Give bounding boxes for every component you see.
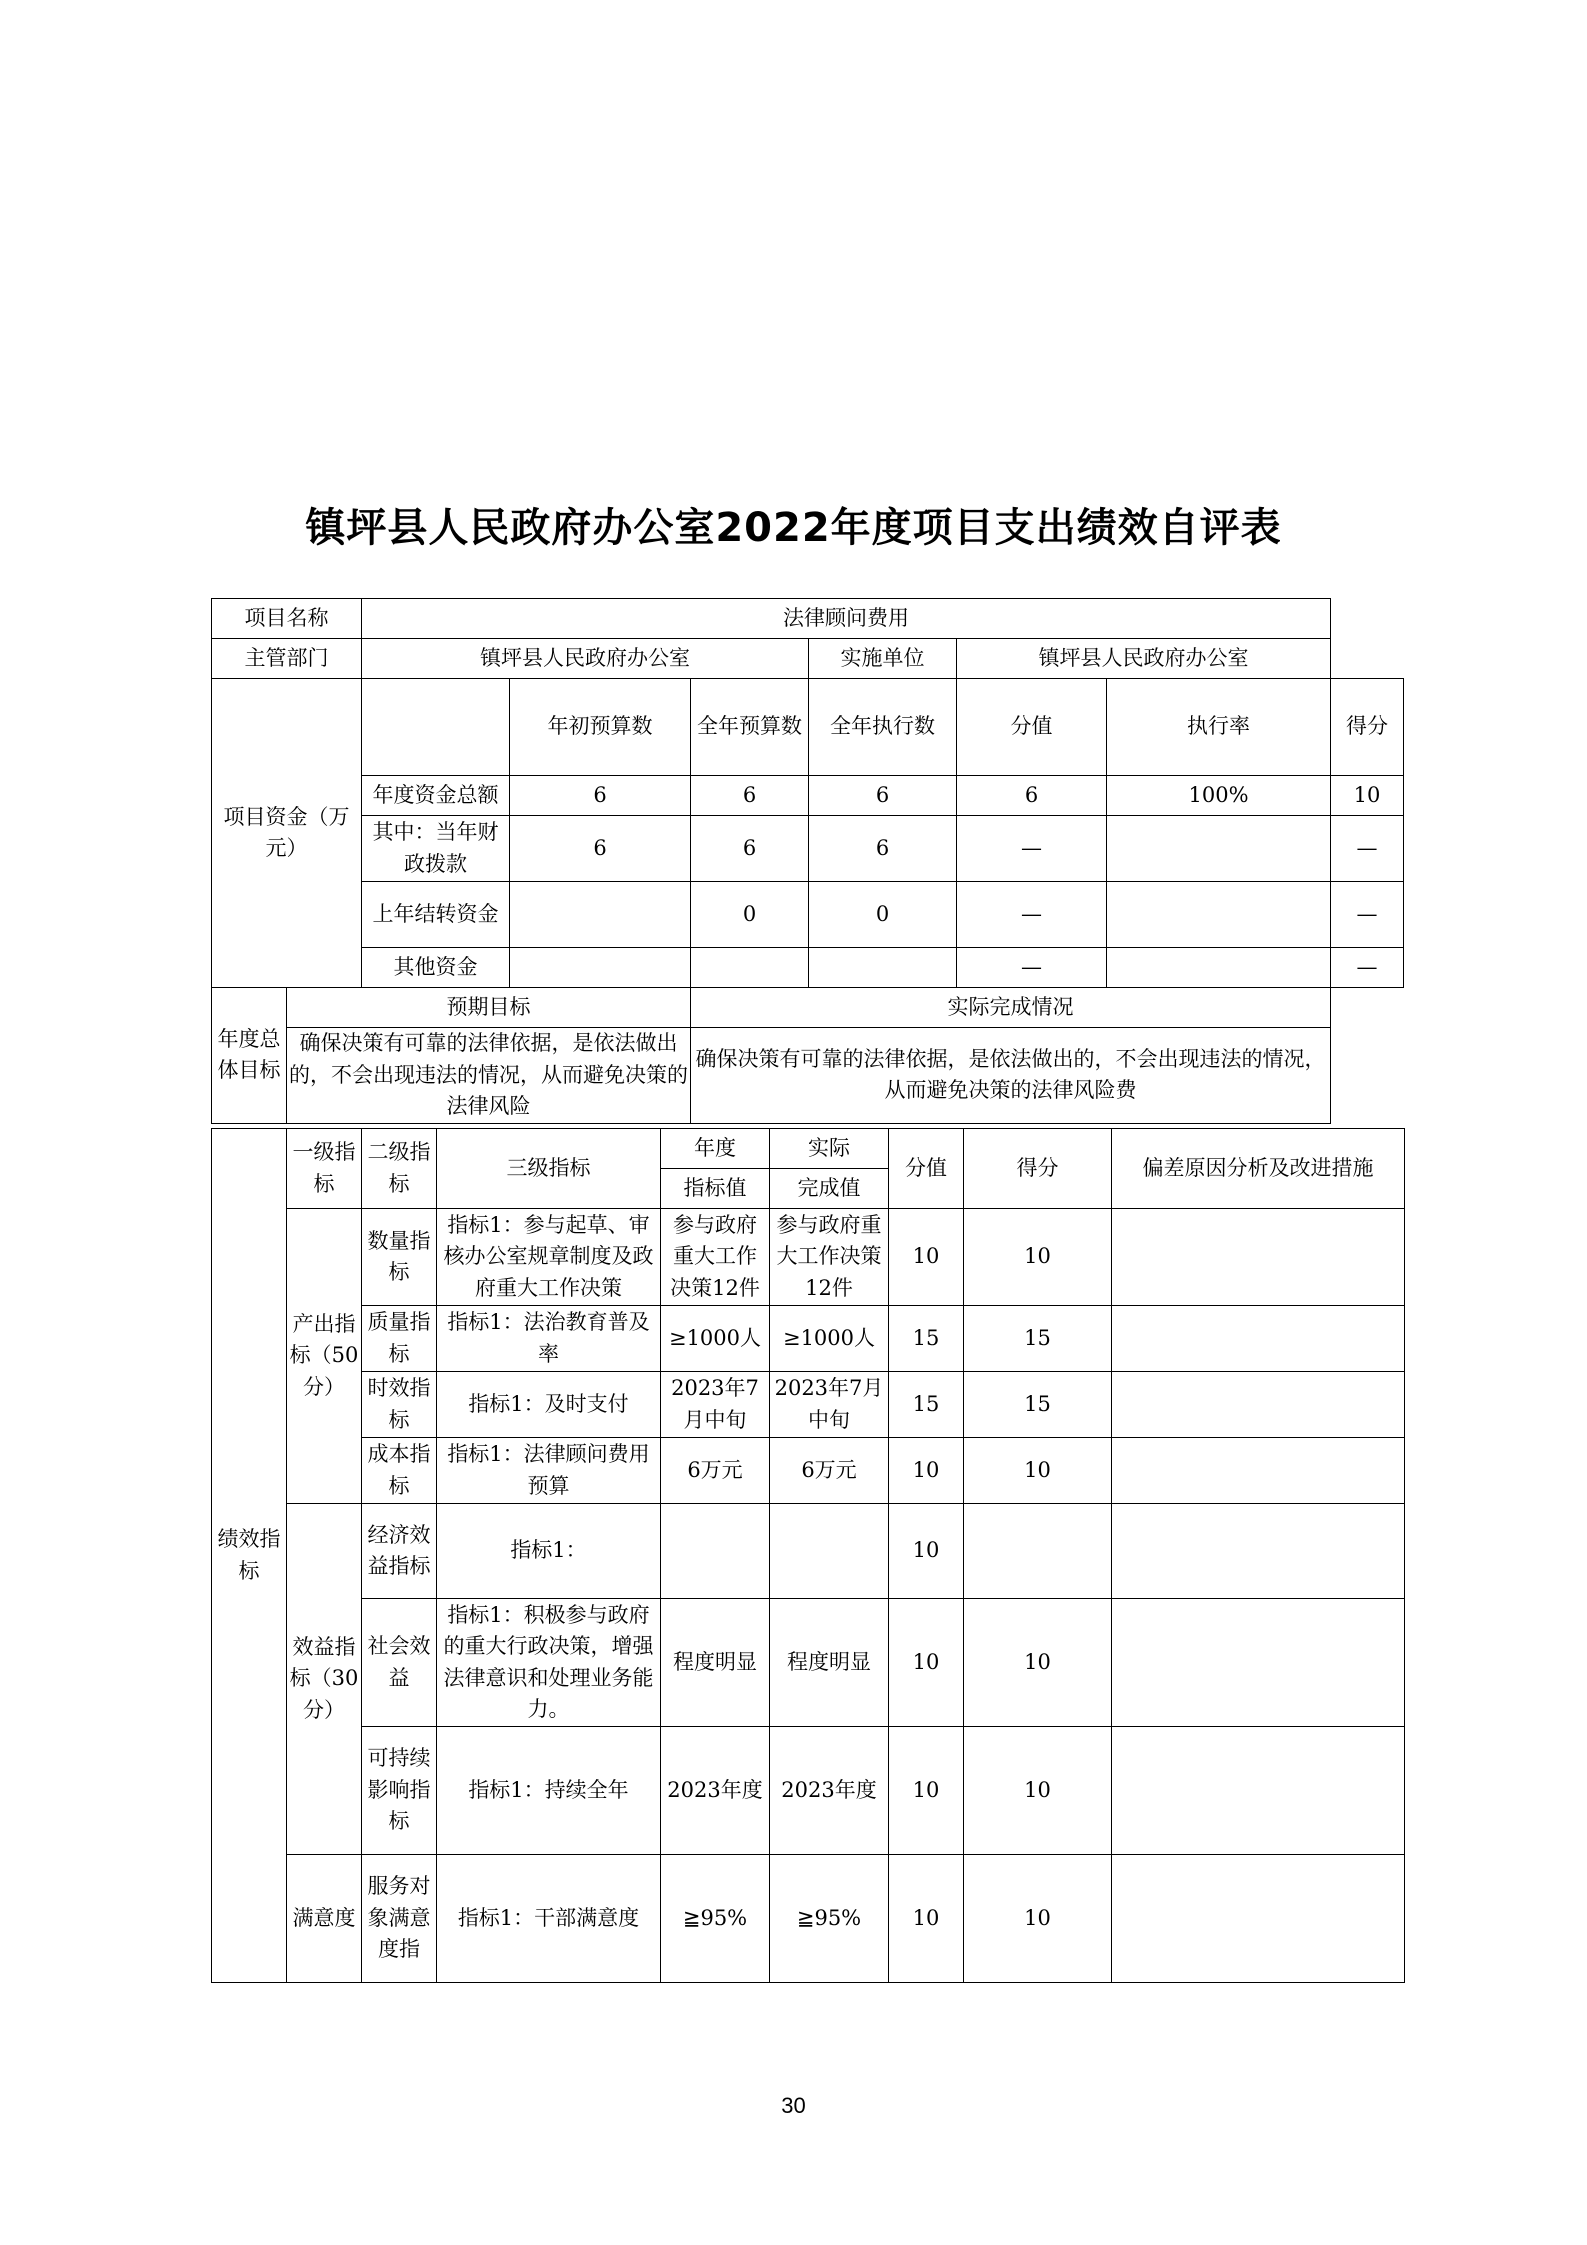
level2-cell: 社会效益: [362, 1599, 437, 1727]
target-cell: ≥1000人: [661, 1306, 770, 1372]
score-cell: 10: [964, 1599, 1112, 1727]
header-target-top: 年度: [661, 1129, 770, 1169]
funds-header-cell: 全年预算数: [691, 679, 809, 776]
level1-cell: 效益指标（30分）: [287, 1504, 362, 1855]
funds-cell: —: [957, 948, 1107, 988]
level3-cell: 指标1：及时支付: [437, 1372, 661, 1438]
target-cell: 参与政府重大工作决策12件: [661, 1209, 770, 1306]
funds-row-label: 年度资金总额: [362, 776, 510, 816]
funds-cell: 0: [691, 882, 809, 948]
score-cell: 10: [964, 1438, 1112, 1504]
score-cell: 10: [964, 1727, 1112, 1855]
target-cell: 程度明显: [661, 1599, 770, 1727]
funds-row-label: 其他资金: [362, 948, 510, 988]
header-level2: 二级指标: [362, 1129, 437, 1209]
actual-cell: [770, 1504, 889, 1599]
level2-cell: 时效指标: [362, 1372, 437, 1438]
analysis-cell: [1112, 1855, 1405, 1983]
analysis-cell: [1112, 1306, 1405, 1372]
funds-cell: 0: [809, 882, 957, 948]
value-cell: 10: [889, 1504, 964, 1599]
funds-row-label: 上年结转资金: [362, 882, 510, 948]
funds-cell: [510, 882, 691, 948]
unit-value: 镇坪县人民政府办公室: [957, 639, 1331, 679]
level1-cell: 产出指标（50分）: [287, 1209, 362, 1504]
target-cell: 6万元: [661, 1438, 770, 1504]
target-cell: 2023年7月中旬: [661, 1372, 770, 1438]
level3-cell: 指标1：: [437, 1504, 661, 1599]
funds-cell: —: [1331, 816, 1404, 882]
funds-cell: —: [1331, 882, 1404, 948]
level2-cell: 经济效益指标: [362, 1504, 437, 1599]
expected-goal-text: 确保决策有可靠的法律依据，是依法做出的，不会出现违法的情况，从而避免决策的法律风险: [287, 1028, 691, 1124]
analysis-cell: [1112, 1372, 1405, 1438]
actual-cell: 2023年度: [770, 1727, 889, 1855]
value-cell: 10: [889, 1727, 964, 1855]
value-cell: 10: [889, 1855, 964, 1983]
header-score-value: 分值: [889, 1129, 964, 1209]
score-cell: [964, 1504, 1112, 1599]
funds-cell: [809, 948, 957, 988]
header-level3: 三级指标: [437, 1129, 661, 1209]
header-level1: 一级指标: [287, 1129, 362, 1209]
performance-label: 绩效指标: [212, 1129, 287, 1983]
level2-cell: 服务对象满意度指: [362, 1855, 437, 1983]
header-score: 得分: [964, 1129, 1112, 1209]
analysis-cell: [1112, 1438, 1405, 1504]
value-cell: 10: [889, 1599, 964, 1727]
page-title: 镇坪县人民政府办公室2022年度项目支出绩效自评表: [305, 505, 1282, 551]
level2-cell: 可持续影响指标: [362, 1727, 437, 1855]
actual-cell: ≧95%: [770, 1855, 889, 1983]
funds-cell: 6: [691, 816, 809, 882]
unit-label: 实施单位: [809, 639, 957, 679]
header-analysis: 偏差原因分析及改进措施: [1112, 1129, 1405, 1209]
level3-cell: 指标1：法律顾问费用预算: [437, 1438, 661, 1504]
expected-goal-header: 预期目标: [287, 988, 691, 1028]
header-actual-bottom: 完成值: [770, 1169, 889, 1209]
funds-cell: 100%: [1107, 776, 1331, 816]
actual-cell: 2023年7月中旬: [770, 1372, 889, 1438]
value-cell: 15: [889, 1306, 964, 1372]
funds-header-cell: 分值: [957, 679, 1107, 776]
header-target-bottom: 指标值: [661, 1169, 770, 1209]
funds-header-blank: [362, 679, 510, 776]
analysis-cell: [1112, 1727, 1405, 1855]
funds-label: 项目资金（万元）: [212, 679, 362, 988]
value-cell: 15: [889, 1372, 964, 1438]
funds-cell: 6: [957, 776, 1107, 816]
header-actual-top: 实际: [770, 1129, 889, 1169]
project-name-value: 法律顾问费用: [362, 599, 1331, 639]
dept-value: 镇坪县人民政府办公室: [362, 639, 809, 679]
funds-cell: 6: [809, 816, 957, 882]
level3-cell: 指标1：积极参与政府的重大行政决策，增强法律意识和处理业务能力。: [437, 1599, 661, 1727]
actual-cell: ≥1000人: [770, 1306, 889, 1372]
actual-goal-header: 实际完成情况: [691, 988, 1331, 1028]
level3-cell: 指标1：法治教育普及率: [437, 1306, 661, 1372]
target-cell: 2023年度: [661, 1727, 770, 1855]
level2-cell: 成本指标: [362, 1438, 437, 1504]
goals-label: 年度总体目标: [212, 988, 287, 1124]
score-cell: 15: [964, 1372, 1112, 1438]
dept-label: 主管部门: [212, 639, 362, 679]
score-cell: 10: [964, 1209, 1112, 1306]
funds-cell: —: [1331, 948, 1404, 988]
funds-cell: 6: [691, 776, 809, 816]
funds-cell: [510, 948, 691, 988]
funds-cell: 10: [1331, 776, 1404, 816]
actual-cell: 6万元: [770, 1438, 889, 1504]
funds-header-cell: 全年执行数: [809, 679, 957, 776]
funds-cell: [1107, 816, 1331, 882]
level3-cell: 指标1：持续全年: [437, 1727, 661, 1855]
funds-header-cell: 执行率: [1107, 679, 1331, 776]
level3-cell: 指标1：参与起草、审核办公室规章制度及政府重大工作决策: [437, 1209, 661, 1306]
target-cell: ≧95%: [661, 1855, 770, 1983]
funds-header-cell: 年初预算数: [510, 679, 691, 776]
funds-cell: 6: [809, 776, 957, 816]
level1-cell: 满意度: [287, 1855, 362, 1983]
funds-cell: [1107, 882, 1331, 948]
funds-cell: [691, 948, 809, 988]
target-cell: [661, 1504, 770, 1599]
actual-goal-text: 确保决策有可靠的法律依据，是依法做出的，不会出现违法的情况，从而避免决策的法律风险费: [691, 1028, 1331, 1124]
funds-cell: 6: [510, 816, 691, 882]
value-cell: 10: [889, 1438, 964, 1504]
analysis-cell: [1112, 1209, 1405, 1306]
level2-cell: 数量指标: [362, 1209, 437, 1306]
score-cell: 10: [964, 1855, 1112, 1983]
actual-cell: 程度明显: [770, 1599, 889, 1727]
level3-cell: 指标1：干部满意度: [437, 1855, 661, 1983]
value-cell: 10: [889, 1209, 964, 1306]
project-info-table: [211, 598, 1404, 1124]
funds-cell: —: [957, 816, 1107, 882]
funds-header-cell: 得分: [1331, 679, 1404, 776]
analysis-cell: [1112, 1599, 1405, 1727]
funds-cell: 6: [510, 776, 691, 816]
performance-table: [211, 1128, 1405, 1983]
actual-cell: 参与政府重大工作决策12件: [770, 1209, 889, 1306]
project-name-label: 项目名称: [212, 599, 362, 639]
page-number: 30: [781, 2093, 806, 2118]
funds-row-label: 其中：当年财政拨款: [362, 816, 510, 882]
analysis-cell: [1112, 1504, 1405, 1599]
funds-cell: [1107, 948, 1331, 988]
funds-cell: —: [957, 882, 1107, 948]
score-cell: 15: [964, 1306, 1112, 1372]
level2-cell: 质量指标: [362, 1306, 437, 1372]
